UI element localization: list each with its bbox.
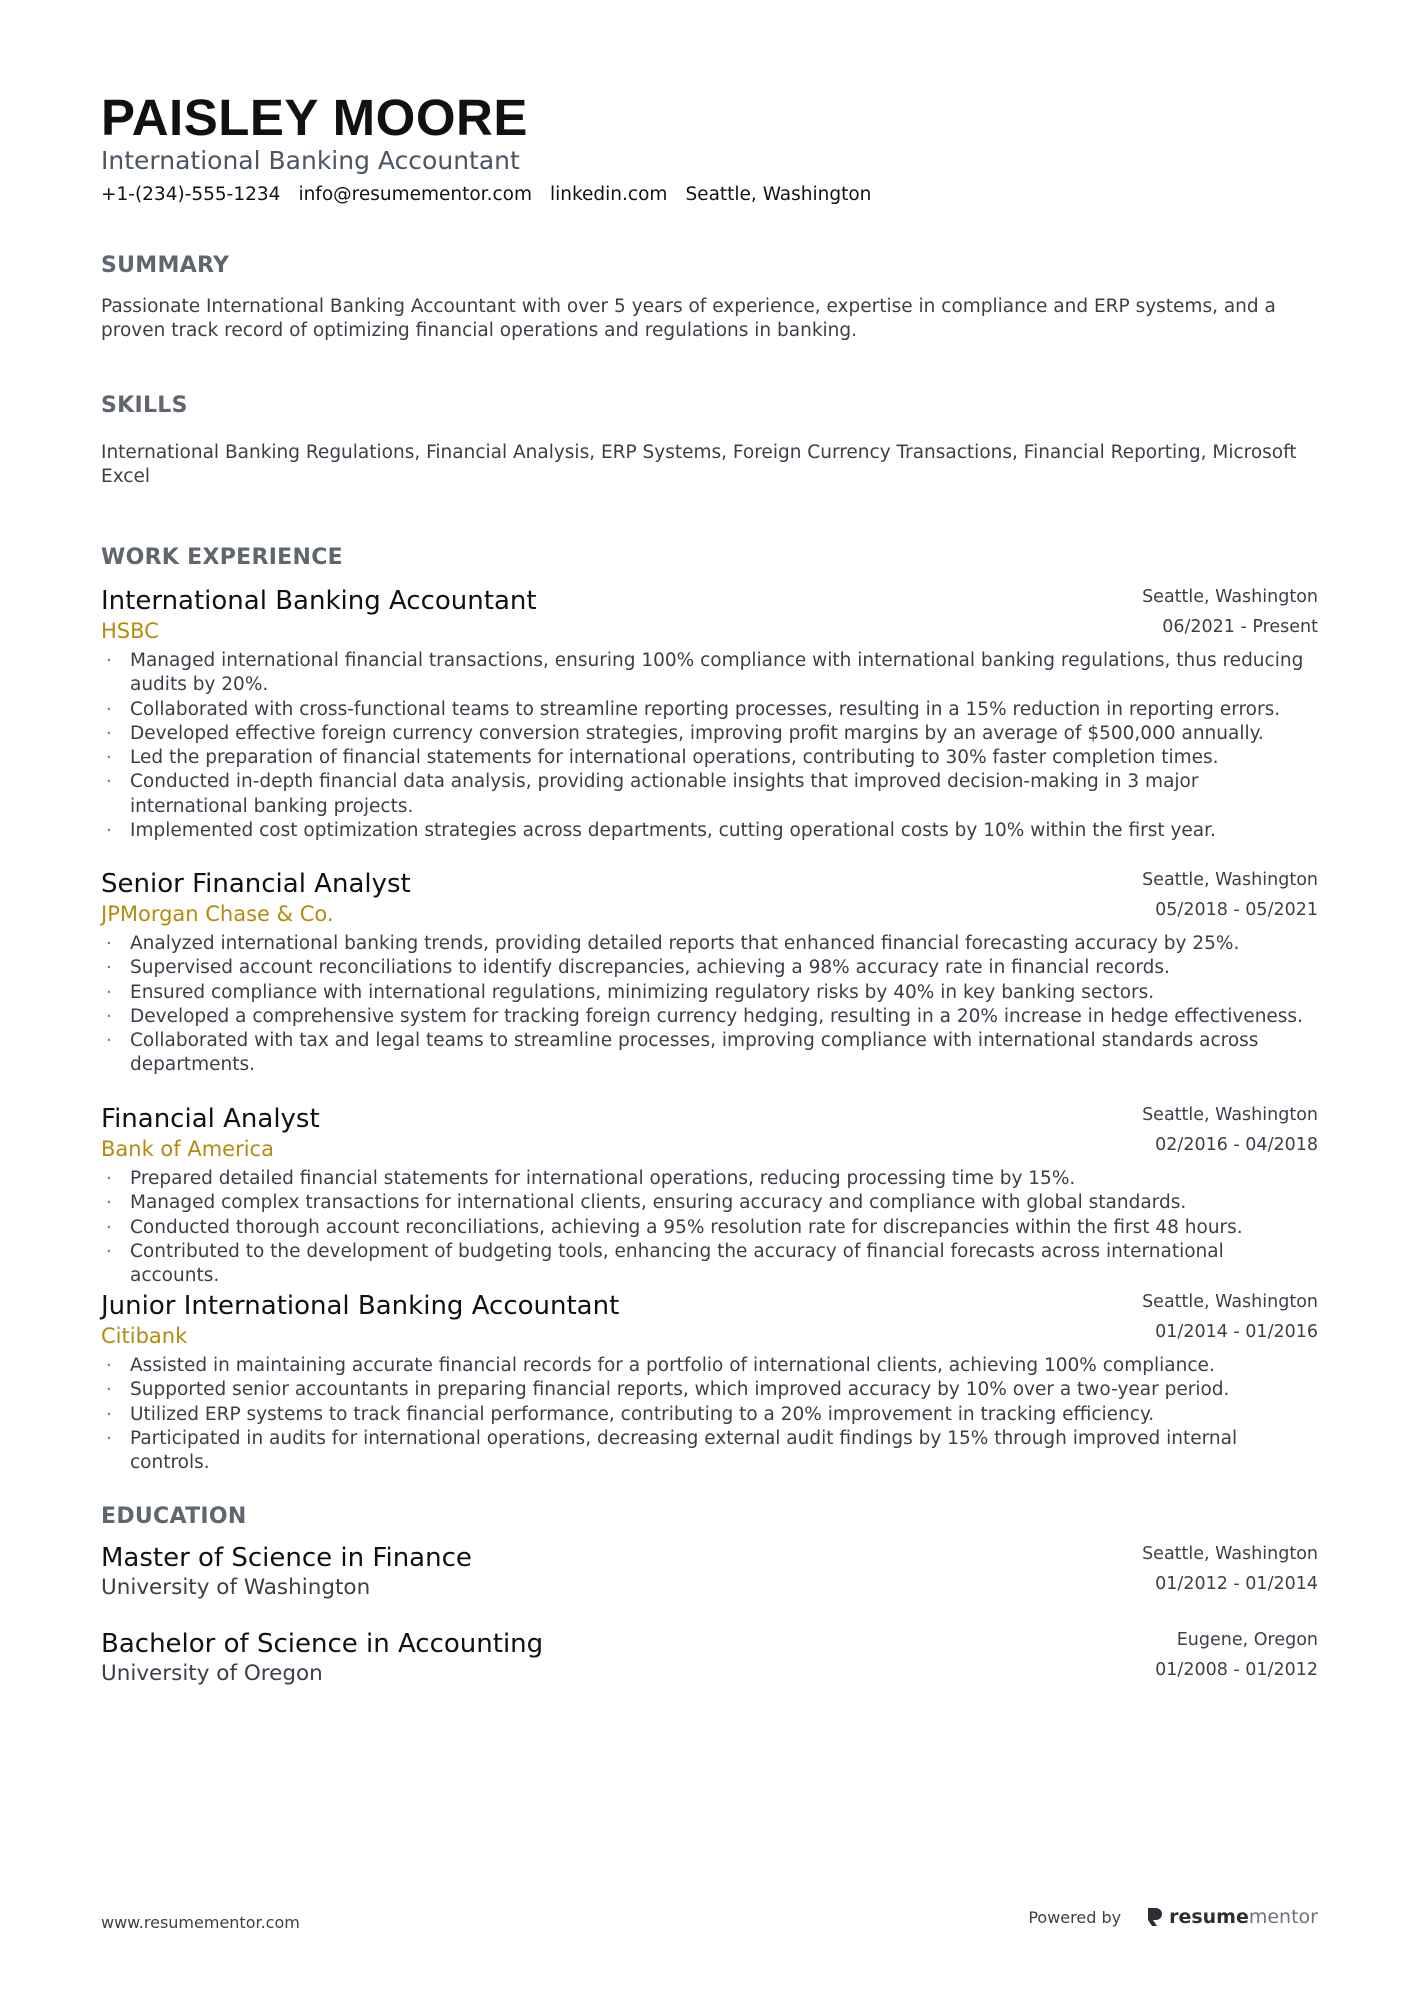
powered-by-label: Powered by [1028, 1907, 1122, 1927]
experience-heading: WORK EXPERIENCE [101, 545, 343, 570]
job-bullet: · Collaborated with cross-functional teams to streamline reporting processes, resulting in a 15% reduction in reporting errors. [101, 698, 1318, 722]
education-entry [101, 1542, 1318, 1602]
education-location: Seattle, Washington [1142, 1544, 1318, 1564]
candidate-name: PAISLEY MOORE [101, 89, 528, 146]
job-bullet: · Managed complex transactions for international clients, ensuring accuracy and compliance with global standards. [101, 1191, 1318, 1215]
brand-name-light: mentor [1248, 1906, 1318, 1928]
job-company: Citibank [101, 1324, 188, 1348]
summary-heading: SUMMARY [101, 253, 230, 278]
job-company: Bank of America [101, 1137, 274, 1161]
job-dates: 01/2014 - 01/2016 [1155, 1322, 1318, 1342]
contact-location: Seattle, Washington [685, 184, 872, 205]
education-degree: Master of Science in Finance [101, 1543, 472, 1573]
job-company: HSBC [101, 619, 159, 643]
job-bullets [101, 932, 1318, 1078]
job-bullet: · Assisted in maintaining accurate financial records for a portfolio of international clients, achieving 100% compliance. [101, 1354, 1318, 1378]
job-bullet: · Conducted in-depth financial data analysis, providing actionable insights that improved decision-making in 3 major international banking projects. [101, 770, 1318, 819]
job-bullet: · Implemented cost optimization strategies across departments, cutting operational costs by 10% within the first year. [101, 819, 1318, 843]
education-degree: Bachelor of Science in Accounting [101, 1629, 544, 1659]
job-bullet: · Supervised account reconciliations to identify discrepancies, achieving a 98% accuracy rate in financial records. [101, 956, 1318, 980]
contact-phone[interactable]: +1-(234)-555-1234 [101, 184, 281, 205]
job-location: Seattle, Washington [1142, 1105, 1318, 1125]
job-entry [101, 868, 1318, 1078]
footer-url[interactable]: www.resumementor.com [101, 1913, 300, 1932]
job-bullet: · Ensured compliance with international regulations, minimizing regulatory risks by 40% in key banking sectors. [101, 981, 1318, 1005]
job-entry [101, 1103, 1318, 1288]
job-bullet: · Contributed to the development of budgeting tools, enhancing the accuracy of financial forecasts across international accounts. [101, 1240, 1318, 1289]
job-bullet: · Prepared detailed financial statements for international operations, reducing processing time by 15%. [101, 1167, 1318, 1191]
education-dates: 01/2012 - 01/2014 [1155, 1574, 1318, 1594]
job-bullets [101, 1167, 1318, 1288]
education-heading: EDUCATION [101, 1504, 247, 1529]
brand-logo[interactable] [1145, 1906, 1318, 1928]
job-dates: 05/2018 - 05/2021 [1155, 900, 1318, 920]
contact-bar [101, 184, 871, 205]
job-bullet: · Conducted thorough account reconciliations, achieving a 95% resolution rate for discrepancies within the first 48 hours. [101, 1216, 1318, 1240]
job-title: Junior International Banking Accountant [101, 1291, 620, 1321]
education-school: University of Washington [101, 1575, 371, 1600]
job-entry [101, 1290, 1318, 1475]
job-bullet: · Analyzed international banking trends, providing detailed reports that enhanced financial forecasting accuracy by 25%. [101, 932, 1318, 956]
job-bullets [101, 1354, 1318, 1475]
footer-branding [1028, 1906, 1318, 1928]
job-bullet: · Participated in audits for international operations, decreasing external audit findings by 15% through improved internal controls. [101, 1427, 1318, 1476]
candidate-headline: International Banking Accountant [101, 146, 520, 175]
contact-email[interactable]: info@resumementor.com [298, 184, 532, 205]
job-dates: 02/2016 - 04/2018 [1155, 1135, 1318, 1155]
job-bullet: · Led the preparation of financial statements for international operations, contributing to 30% faster completion times. [101, 746, 1318, 770]
job-entry [101, 585, 1318, 843]
contact-linkedin[interactable]: linkedin.com [549, 184, 668, 205]
resume-page [101, 0, 1318, 1995]
job-location: Seattle, Washington [1142, 870, 1318, 890]
job-bullet: · Collaborated with tax and legal teams to streamline processes, improving compliance with international standards across departments. [101, 1029, 1318, 1078]
skills-heading: SKILLS [101, 393, 188, 418]
brand-name-strong: resume [1169, 1906, 1249, 1928]
job-company: JPMorgan Chase & Co. [101, 902, 334, 926]
brand-logo-icon [1145, 1906, 1163, 1928]
job-location: Seattle, Washington [1142, 587, 1318, 607]
job-bullet: · Developed a comprehensive system for tracking foreign currency hedging, resulting in a 20% increase in hedge effectiveness. [101, 1005, 1318, 1029]
job-bullets [101, 649, 1318, 843]
job-title: Financial Analyst [101, 1104, 320, 1134]
job-bullet: · Managed international financial transactions, ensuring 100% compliance with international banking regulations, thus reducing audits by 20%. [101, 649, 1318, 698]
job-bullet: · Supported senior accountants in preparing financial reports, which improved accuracy by 10% over a two-year period. [101, 1378, 1318, 1402]
job-bullet: · Utilized ERP systems to track financial performance, contributing to a 20% improvement in tracking efficiency. [101, 1403, 1318, 1427]
summary-text: Passionate International Banking Accountant with over 5 years of experience, expertise in compliance and ERP systems, and a proven track record of optimizing financial operations and regulations in banking. [101, 296, 1276, 341]
education-location: Eugene, Oregon [1176, 1630, 1318, 1650]
job-bullet: · Developed effective foreign currency conversion strategies, improving profit margins by an average of $500,000 annually. [101, 722, 1318, 746]
education-school: University of Oregon [101, 1661, 323, 1686]
job-dates: 06/2021 - Present [1162, 617, 1318, 637]
education-entry [101, 1628, 1318, 1688]
job-title: Senior Financial Analyst [101, 869, 411, 899]
job-location: Seattle, Washington [1142, 1292, 1318, 1312]
job-title: International Banking Accountant [101, 586, 537, 616]
skills-text: International Banking Regulations, Financial Analysis, ERP Systems, Foreign Currency Transactions, Financial Reporting, Microsoft Excel [101, 442, 1297, 487]
education-dates: 01/2008 - 01/2012 [1155, 1660, 1318, 1680]
